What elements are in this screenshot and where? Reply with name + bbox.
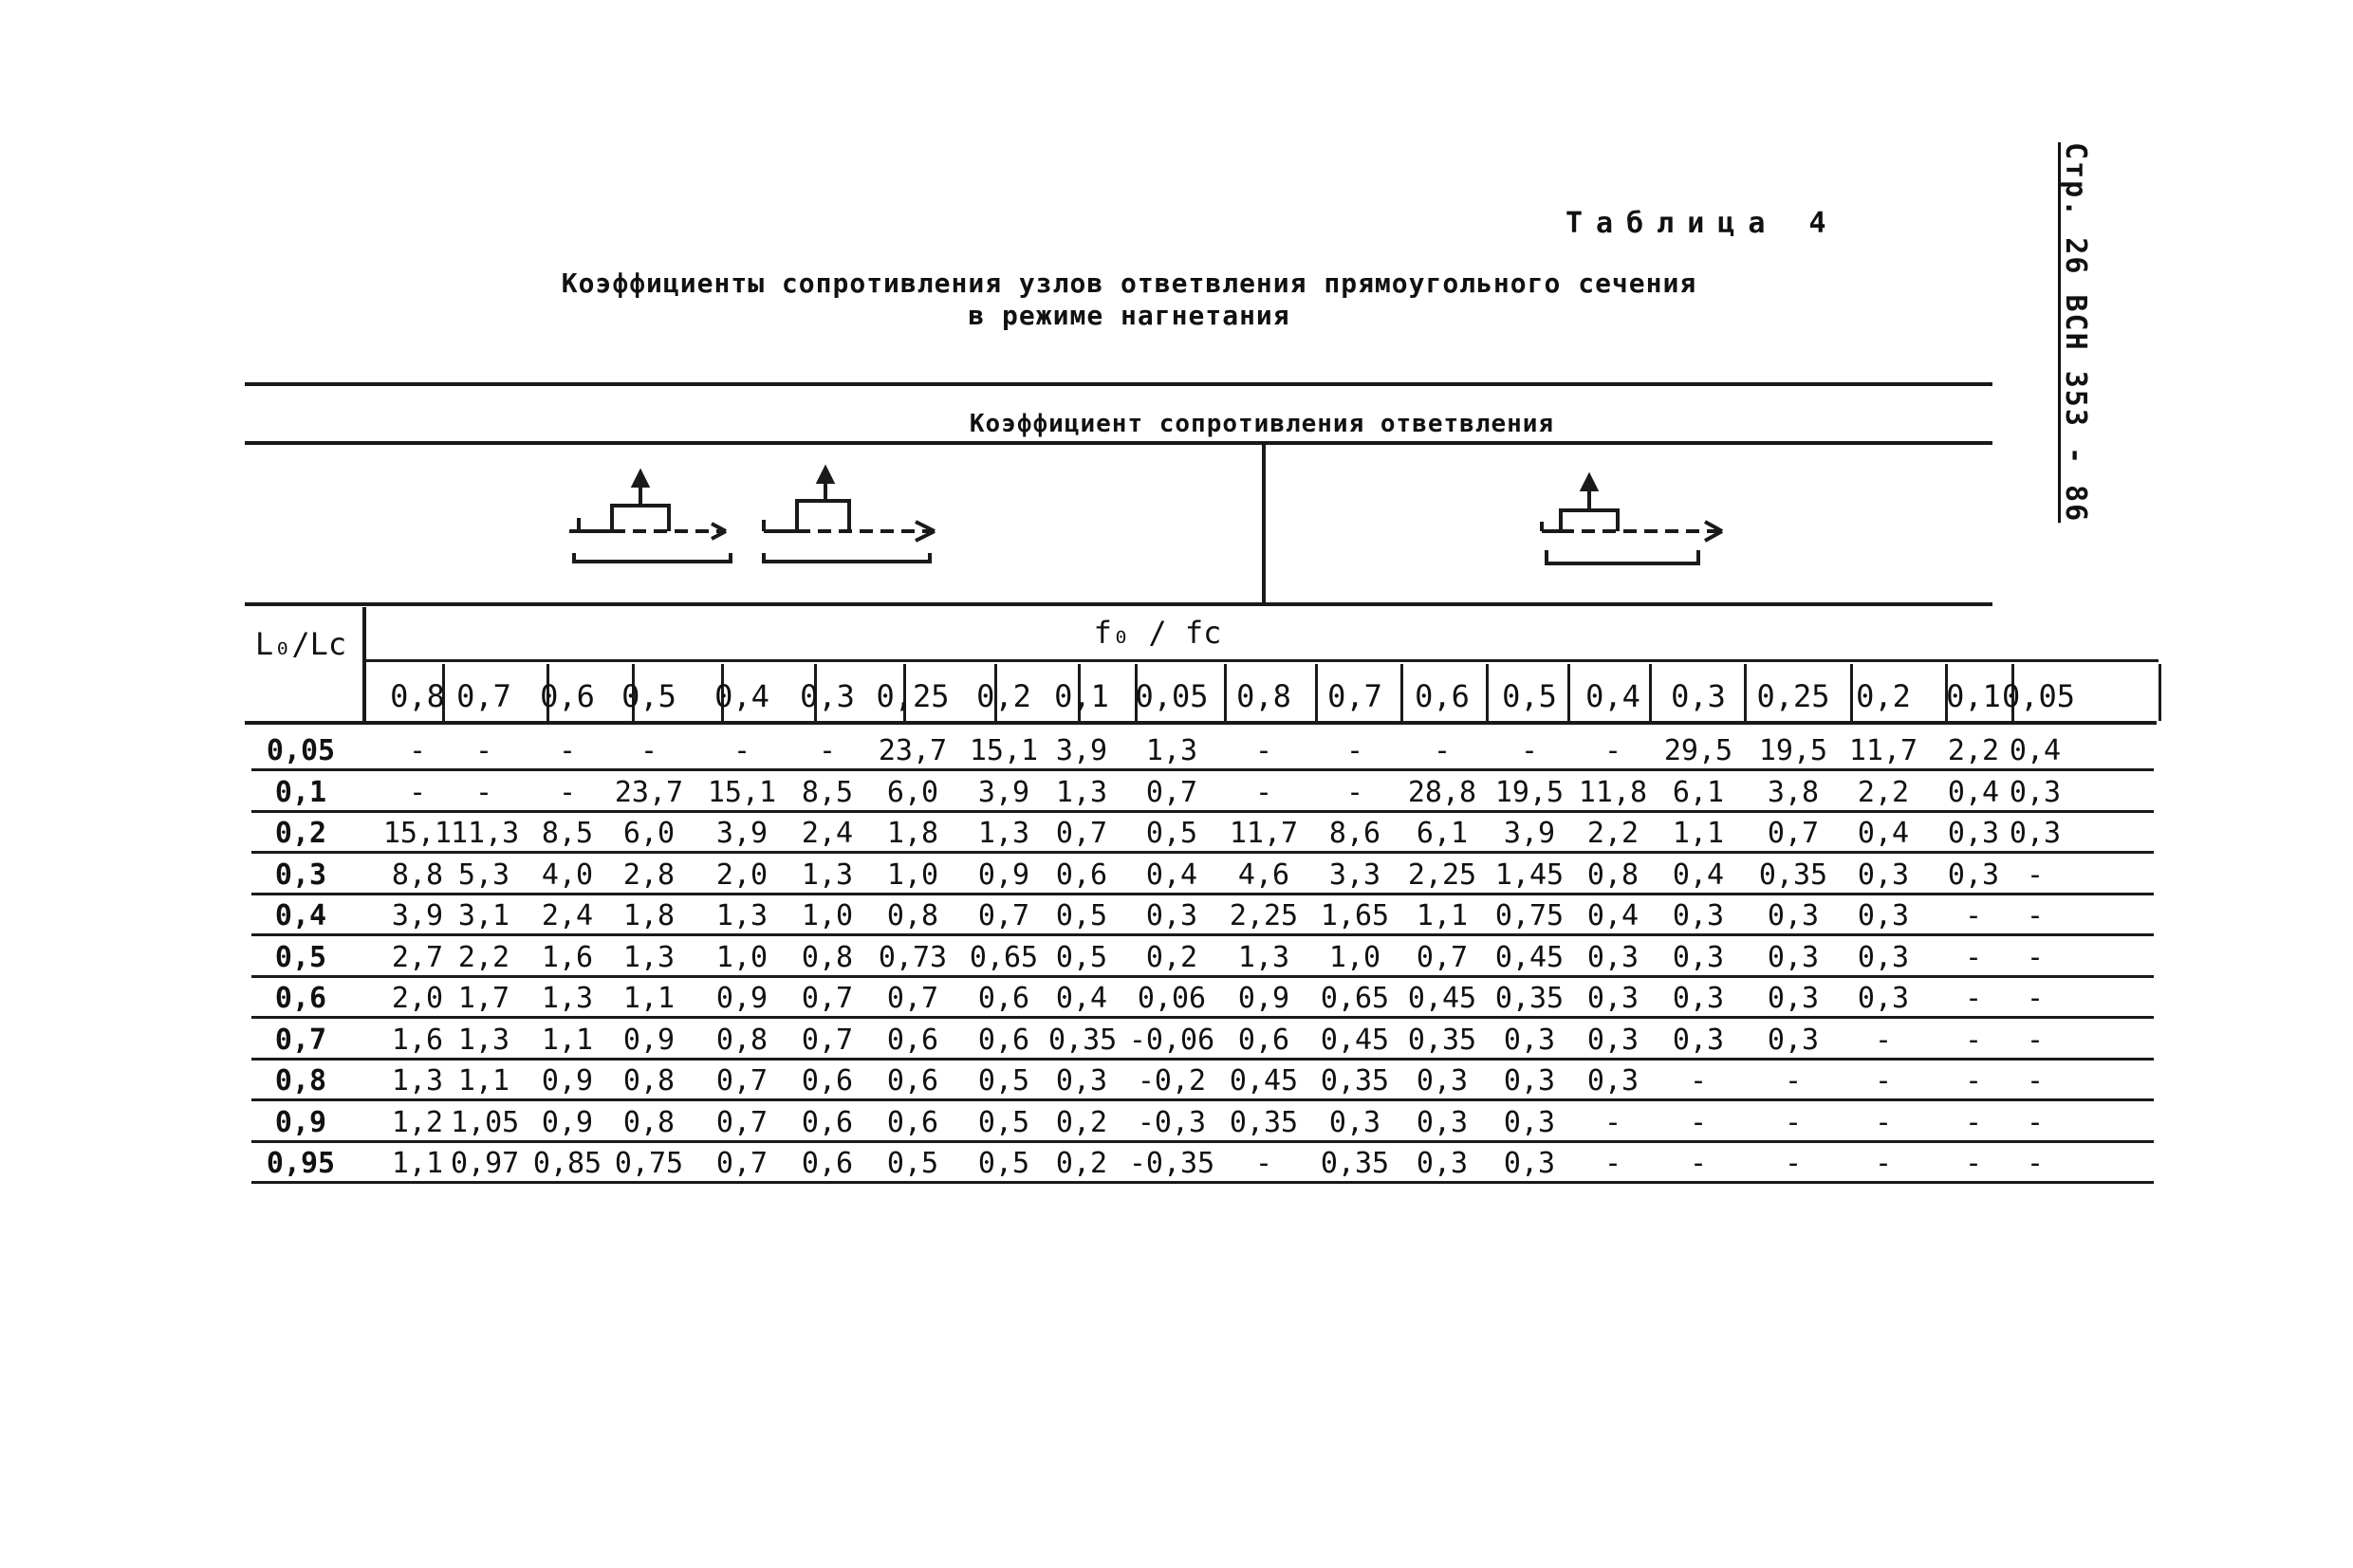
table-cell: 0,6 <box>977 982 1030 1015</box>
table-cell: 0,7 <box>715 1147 769 1180</box>
table-cell: 4,0 <box>541 858 594 892</box>
table-cell: 1,8 <box>622 899 676 932</box>
table-cell: -0,3 <box>1137 1105 1207 1139</box>
column-header: 0,4 <box>1585 678 1640 714</box>
table-cell: 0,9 <box>541 1105 594 1139</box>
table-cell: 8,5 <box>801 775 854 809</box>
table-cell: 0,75 <box>614 1147 684 1180</box>
table-cell: 0,5 <box>1055 899 1108 932</box>
row-label: 0,95 <box>266 1147 336 1180</box>
table-cell: 0,45 <box>1229 1064 1299 1098</box>
table-cell: - <box>639 734 658 767</box>
table-cell: 3,8 <box>1767 775 1820 809</box>
table-cell: 0,4 <box>1947 775 2000 809</box>
table-cell: 0,35 <box>1494 982 1565 1015</box>
table-cell: - <box>1254 775 1273 809</box>
table-cell: 2,25 <box>1229 899 1299 932</box>
table-cell: 0,6 <box>1055 858 1108 892</box>
row-label: 0,1 <box>274 775 327 809</box>
column-header: 0,6 <box>1415 678 1470 714</box>
table-cell: 1,1 <box>541 1023 594 1057</box>
table-cell: - <box>1603 1105 1622 1139</box>
table-cell: 0,6 <box>886 1064 939 1098</box>
table-cell: - <box>2026 1147 2045 1180</box>
table-title <box>455 267 1803 332</box>
table-cell: 0,3 <box>1503 1064 1556 1098</box>
table-cell: 0,9 <box>715 982 769 1015</box>
table-cell: 0,3 <box>1857 940 1910 974</box>
table-cell: - <box>1874 1147 1893 1180</box>
table-cell: - <box>408 734 427 767</box>
table-cell: - <box>1874 1105 1893 1139</box>
table-cell: 0,9 <box>541 1064 594 1098</box>
table-cell: 29,5 <box>1663 734 1733 767</box>
table-cell: - <box>1784 1064 1803 1098</box>
column-header: 0,1 <box>1054 678 1109 714</box>
table-cell: - <box>1254 1147 1273 1180</box>
title-line-1: Коэффициенты сопротивления узлов ответвления прямоугольного сечения <box>561 267 1697 299</box>
column-header: 0,1 <box>1946 678 2001 714</box>
column-header: 0,2 <box>976 678 1031 714</box>
column-divider <box>1486 664 1489 721</box>
table-cell: - <box>2026 1105 2045 1139</box>
table-cell: - <box>1603 734 1622 767</box>
column-header: 0,05 <box>2002 678 2076 714</box>
table-cell: 3,9 <box>1055 734 1108 767</box>
column-header: 0,05 <box>1135 678 1209 714</box>
table-cell: 0,3 <box>1947 817 2000 850</box>
column-header: 0,25 <box>876 678 950 714</box>
column-header: 0,4 <box>714 678 769 714</box>
table-cell: 11,7 <box>1229 817 1299 850</box>
table-cell: 6,1 <box>1416 817 1469 850</box>
table-cell: 0,2 <box>1055 1147 1108 1180</box>
table-cell: 2,0 <box>391 982 444 1015</box>
ratio-header-rule <box>365 659 2158 662</box>
table-cell: 0,35 <box>1407 1023 1477 1057</box>
table-cell: 0,4 <box>1672 858 1725 892</box>
table-cell: - <box>732 734 751 767</box>
table-cell: 0,3 <box>1416 1064 1469 1098</box>
table-cell: 0,9 <box>1237 982 1290 1015</box>
table-top-rule <box>245 382 1992 386</box>
table-cell: 0,35 <box>1320 1147 1390 1180</box>
table-cell: 0,3 <box>1503 1023 1556 1057</box>
table-cell: 0,5 <box>977 1064 1030 1098</box>
table-cell: 0,8 <box>1586 858 1640 892</box>
table-cell: 0,85 <box>532 1147 602 1180</box>
table-cell: 0,3 <box>1767 940 1820 974</box>
table-cell: 0,7 <box>886 982 939 1015</box>
table-cell: 0,65 <box>1320 982 1390 1015</box>
table-cell: 0,3 <box>1857 858 1910 892</box>
table-cell: 0,3 <box>1947 858 2000 892</box>
table-cell: 8,8 <box>391 858 444 892</box>
table-cell: 15,1 <box>382 817 453 850</box>
branch-diagram-right <box>1532 472 1741 586</box>
table-cell: 0,8 <box>622 1064 676 1098</box>
table-cell: 2,2 <box>457 940 510 974</box>
table-cell: - <box>1345 734 1364 767</box>
table-cell: 0,3 <box>1586 1023 1640 1057</box>
table-cell: 0,7 <box>1055 817 1108 850</box>
table-cell: 0,3 <box>1055 1064 1108 1098</box>
table-cell: 0,4 <box>1586 899 1640 932</box>
table-cell: 0,2 <box>1145 940 1198 974</box>
table-cell: 6,1 <box>1672 775 1725 809</box>
table-cell: 5,3 <box>457 858 510 892</box>
table-cell: 1,45 <box>1494 858 1565 892</box>
table-cell: - <box>1689 1147 1708 1180</box>
row-rule <box>251 975 2154 978</box>
table-cell: 0,9 <box>977 858 1030 892</box>
branch-diagram-left <box>560 463 958 577</box>
table-cell: 0,7 <box>801 1023 854 1057</box>
group-header: Коэффициент сопротивления ответвления <box>969 410 1555 438</box>
table-label: Таблица 4 <box>1566 207 1840 240</box>
table-cell: 0,3 <box>1767 1023 1820 1057</box>
column-divider <box>2158 664 2161 721</box>
table-cell: 0,6 <box>886 1023 939 1057</box>
row-rule <box>251 810 2154 813</box>
column-header: 0,8 <box>1236 678 1291 714</box>
row-rule <box>251 1016 2154 1019</box>
title-line-2: в режиме нагнетания <box>968 300 1290 331</box>
table-cell: 0,8 <box>715 1023 769 1057</box>
table-cell: 0,3 <box>1857 982 1910 1015</box>
table-cell: 0,7 <box>1767 817 1820 850</box>
table-cell: 1,3 <box>541 982 594 1015</box>
table-cell: - <box>2026 940 2045 974</box>
column-header: 0,6 <box>540 678 595 714</box>
table-cell: - <box>2026 899 2045 932</box>
table-cell: - <box>1520 734 1539 767</box>
table-cell: - <box>2026 982 2045 1015</box>
table-cell: 1,8 <box>886 817 939 850</box>
table-cell: 0,8 <box>801 940 854 974</box>
table-cell: 0,8 <box>622 1105 676 1139</box>
table-cell: - <box>558 734 577 767</box>
table-cell: - <box>408 775 427 809</box>
table-cell: 3,1 <box>457 899 510 932</box>
table-cell: - <box>1964 1064 1983 1098</box>
table-cell: 28,8 <box>1407 775 1477 809</box>
table-cell: 0,3 <box>1857 899 1910 932</box>
table-cell: 6,0 <box>622 817 676 850</box>
column-header: 0,8 <box>390 678 445 714</box>
row-rule <box>251 1058 2154 1061</box>
table-cell: - <box>1964 1147 1983 1180</box>
table-cell: 1,3 <box>801 858 854 892</box>
table-cell: 0,3 <box>1586 982 1640 1015</box>
row-label: 0,2 <box>274 817 327 850</box>
table-cell: 19,5 <box>1758 734 1828 767</box>
table-cell: 0,3 <box>2009 817 2062 850</box>
table-cell: 1,3 <box>1145 734 1198 767</box>
table-cell: 1,6 <box>541 940 594 974</box>
flow-ratio-header: L₀/Lс <box>254 626 347 662</box>
table-cell: 2,2 <box>1947 734 2000 767</box>
table-cell: -0,06 <box>1128 1023 1215 1057</box>
table-cell: - <box>474 734 493 767</box>
table-cell: 1,0 <box>715 940 769 974</box>
row-label: 0,3 <box>274 858 327 892</box>
table-cell: - <box>1689 1064 1708 1098</box>
table-cell: 1,0 <box>886 858 939 892</box>
table-cell: 0,3 <box>1586 1064 1640 1098</box>
row-rule <box>251 1098 2154 1101</box>
table-cell: 2,8 <box>622 858 676 892</box>
table-cell: 3,9 <box>977 775 1030 809</box>
column-divider <box>1649 664 1652 721</box>
column-header: 0,5 <box>621 678 676 714</box>
table-cell: - <box>2026 858 2045 892</box>
document-reference: Стр. 26 ВСН 353 - 86 <box>2059 142 2092 524</box>
table-cell: -0,2 <box>1137 1064 1207 1098</box>
table-cell: 2,2 <box>1857 775 1910 809</box>
table-cell: 0,7 <box>1416 940 1469 974</box>
table-cell: 3,9 <box>1503 817 1556 850</box>
table-cell: 0,8 <box>886 899 939 932</box>
table-cell: 0,9 <box>622 1023 676 1057</box>
row-rule <box>251 1181 2154 1184</box>
table-cell: - <box>1874 1023 1893 1057</box>
table-cell: 0,7 <box>1145 775 1198 809</box>
row-label: 0,5 <box>274 940 327 974</box>
table-cell: 2,0 <box>715 858 769 892</box>
junction-sketch-1 <box>569 472 731 562</box>
table-cell: 0,75 <box>1494 899 1565 932</box>
table-cell: 15,1 <box>969 734 1039 767</box>
table-cell: 1,6 <box>391 1023 444 1057</box>
row-label: 0,9 <box>274 1105 327 1139</box>
row-label: 0,4 <box>274 899 327 932</box>
column-divider <box>1400 664 1403 721</box>
group-header-rule <box>245 441 1992 445</box>
table-cell: 3,3 <box>1328 858 1381 892</box>
table-cell: 0,3 <box>1672 982 1725 1015</box>
table-cell: 0,3 <box>1767 899 1820 932</box>
table-cell: 1,0 <box>801 899 854 932</box>
table-cell: 1,7 <box>457 982 510 1015</box>
corner-divider <box>362 607 366 721</box>
table-cell: 3,9 <box>715 817 769 850</box>
table-cell: 1,2 <box>391 1105 444 1139</box>
table-cell: - <box>1603 1147 1622 1180</box>
table-cell: 0,45 <box>1320 1023 1390 1057</box>
table-cell: -0,35 <box>1128 1147 1215 1180</box>
table-cell: 1,1 <box>457 1064 510 1098</box>
table-cell: 0,6 <box>801 1105 854 1139</box>
table-cell: 0,3 <box>1503 1147 1556 1180</box>
table-cell: 23,7 <box>614 775 684 809</box>
row-label: 0,6 <box>274 982 327 1015</box>
table-cell: 0,3 <box>1328 1105 1381 1139</box>
table-cell: 0,3 <box>1145 899 1198 932</box>
column-divider <box>1744 664 1747 721</box>
table-cell: 0,45 <box>1494 940 1565 974</box>
table-cell: 23,7 <box>878 734 948 767</box>
table-cell: 1,1 <box>1416 899 1469 932</box>
table-cell: 0,35 <box>1229 1105 1299 1139</box>
table-cell: 0,5 <box>977 1105 1030 1139</box>
table-cell: 0,06 <box>1137 982 1207 1015</box>
table-cell: 0,2 <box>1055 1105 1108 1139</box>
table-cell: 11,8 <box>1578 775 1648 809</box>
area-ratio-header: f₀ / fс <box>1093 615 1222 651</box>
table-cell: 0,3 <box>1767 982 1820 1015</box>
table-cell: 0,4 <box>1857 817 1910 850</box>
table-cell: 0,35 <box>1320 1064 1390 1098</box>
table-cell: 0,35 <box>1048 1023 1118 1057</box>
table-cell: - <box>2026 1023 2045 1057</box>
table-cell: 2,4 <box>801 817 854 850</box>
row-rule <box>251 933 2154 936</box>
column-header-rule <box>245 721 2157 725</box>
table-cell: 2,4 <box>541 899 594 932</box>
table-cell: 1,65 <box>1320 899 1390 932</box>
column-header: 0,2 <box>1856 678 1911 714</box>
table-cell: 0,6 <box>801 1064 854 1098</box>
table-cell: - <box>1345 775 1364 809</box>
row-label: 0,8 <box>274 1064 327 1098</box>
table-cell: 1,3 <box>715 899 769 932</box>
column-divider <box>442 664 445 721</box>
table-cell: 0,45 <box>1407 982 1477 1015</box>
table-cell: 1,3 <box>977 817 1030 850</box>
table-cell: 0,35 <box>1758 858 1828 892</box>
table-cell: 0,4 <box>1055 982 1108 1015</box>
table-cell: 15,1 <box>707 775 777 809</box>
table-cell: 3,9 <box>391 899 444 932</box>
table-cell: 0,6 <box>977 1023 1030 1057</box>
table-cell: 0,3 <box>1416 1147 1469 1180</box>
table-cell: - <box>558 775 577 809</box>
table-cell: 2,25 <box>1407 858 1477 892</box>
table-cell: 2,7 <box>391 940 444 974</box>
table-cell: - <box>474 775 493 809</box>
diagram-divider <box>1262 444 1266 605</box>
column-header: 0,3 <box>1671 678 1726 714</box>
table-cell: 1,3 <box>622 940 676 974</box>
table-cell: - <box>1964 1023 1983 1057</box>
table-cell: 0,6 <box>801 1147 854 1180</box>
table-cell: 0,5 <box>1055 940 1108 974</box>
table-cell: 0,7 <box>715 1064 769 1098</box>
table-cell: 8,5 <box>541 817 594 850</box>
column-header: 0,5 <box>1502 678 1557 714</box>
table-cell: 0,5 <box>886 1147 939 1180</box>
table-cell: 1,3 <box>1237 940 1290 974</box>
table-cell: - <box>1964 1105 1983 1139</box>
table-cell: - <box>1784 1105 1803 1139</box>
table-cell: 1,05 <box>451 1105 520 1139</box>
table-cell: - <box>2026 1064 2045 1098</box>
table-cell: 0,73 <box>878 940 948 974</box>
table-cell: - <box>1964 940 1983 974</box>
table-cell: - <box>1874 1064 1893 1098</box>
row-label: 0,05 <box>266 734 336 767</box>
table-cell: 0,3 <box>1503 1105 1556 1139</box>
table-cell: 1,1 <box>622 982 676 1015</box>
table-cell: 4,6 <box>1237 858 1290 892</box>
table-cell: 0,4 <box>1145 858 1198 892</box>
table-cell: 8,6 <box>1328 817 1381 850</box>
table-cell: 0,3 <box>1586 940 1640 974</box>
table-cell: - <box>1784 1147 1803 1180</box>
table-cell: - <box>1254 734 1273 767</box>
column-header: 0,3 <box>800 678 855 714</box>
column-header: 0,7 <box>456 678 511 714</box>
table-cell: 1,1 <box>391 1147 444 1180</box>
row-rule <box>251 1140 2154 1143</box>
table-cell: - <box>1689 1105 1708 1139</box>
table-cell: 0,3 <box>1672 1023 1725 1057</box>
table-cell: 6,0 <box>886 775 939 809</box>
row-label: 0,7 <box>274 1023 327 1057</box>
table-cell: 0,5 <box>1145 817 1198 850</box>
table-cell: 0,3 <box>1672 940 1725 974</box>
table-cell: - <box>1964 982 1983 1015</box>
table-cell: 1,3 <box>391 1064 444 1098</box>
table-cell: 0,6 <box>886 1105 939 1139</box>
table-cell: 0,97 <box>451 1147 520 1180</box>
row-rule <box>251 851 2154 854</box>
table-cell: 1,3 <box>1055 775 1108 809</box>
table-cell: 1,0 <box>1328 940 1381 974</box>
table-cell: 0,3 <box>1672 899 1725 932</box>
junction-sketch-2 <box>764 469 935 562</box>
table-cell: 11,7 <box>1848 734 1918 767</box>
table-cell: - <box>1964 899 1983 932</box>
column-header: 0,25 <box>1756 678 1830 714</box>
table-cell: 0,6 <box>1237 1023 1290 1057</box>
column-divider <box>1567 664 1570 721</box>
table-cell: 0,4 <box>2009 734 2062 767</box>
table-cell: 2,2 <box>1586 817 1640 850</box>
column-header: 0,7 <box>1327 678 1382 714</box>
table-cell: 0,3 <box>2009 775 2062 809</box>
table-cell: 0,65 <box>969 940 1039 974</box>
table-cell: - <box>818 734 837 767</box>
table-cell: 1,1 <box>1672 817 1725 850</box>
row-rule <box>251 768 2154 771</box>
table-cell: 0,5 <box>977 1147 1030 1180</box>
table-cell: 0,7 <box>801 982 854 1015</box>
table-cell: 0,3 <box>1416 1105 1469 1139</box>
row-rule <box>251 893 2154 895</box>
table-cell: 1,3 <box>457 1023 510 1057</box>
table-cell: 0,7 <box>977 899 1030 932</box>
table-cell: - <box>1433 734 1452 767</box>
table-cell: 19,5 <box>1494 775 1565 809</box>
table-cell: 11,3 <box>451 817 520 850</box>
diagram-bottom-rule <box>245 602 1992 606</box>
table-cell: 0,7 <box>715 1105 769 1139</box>
